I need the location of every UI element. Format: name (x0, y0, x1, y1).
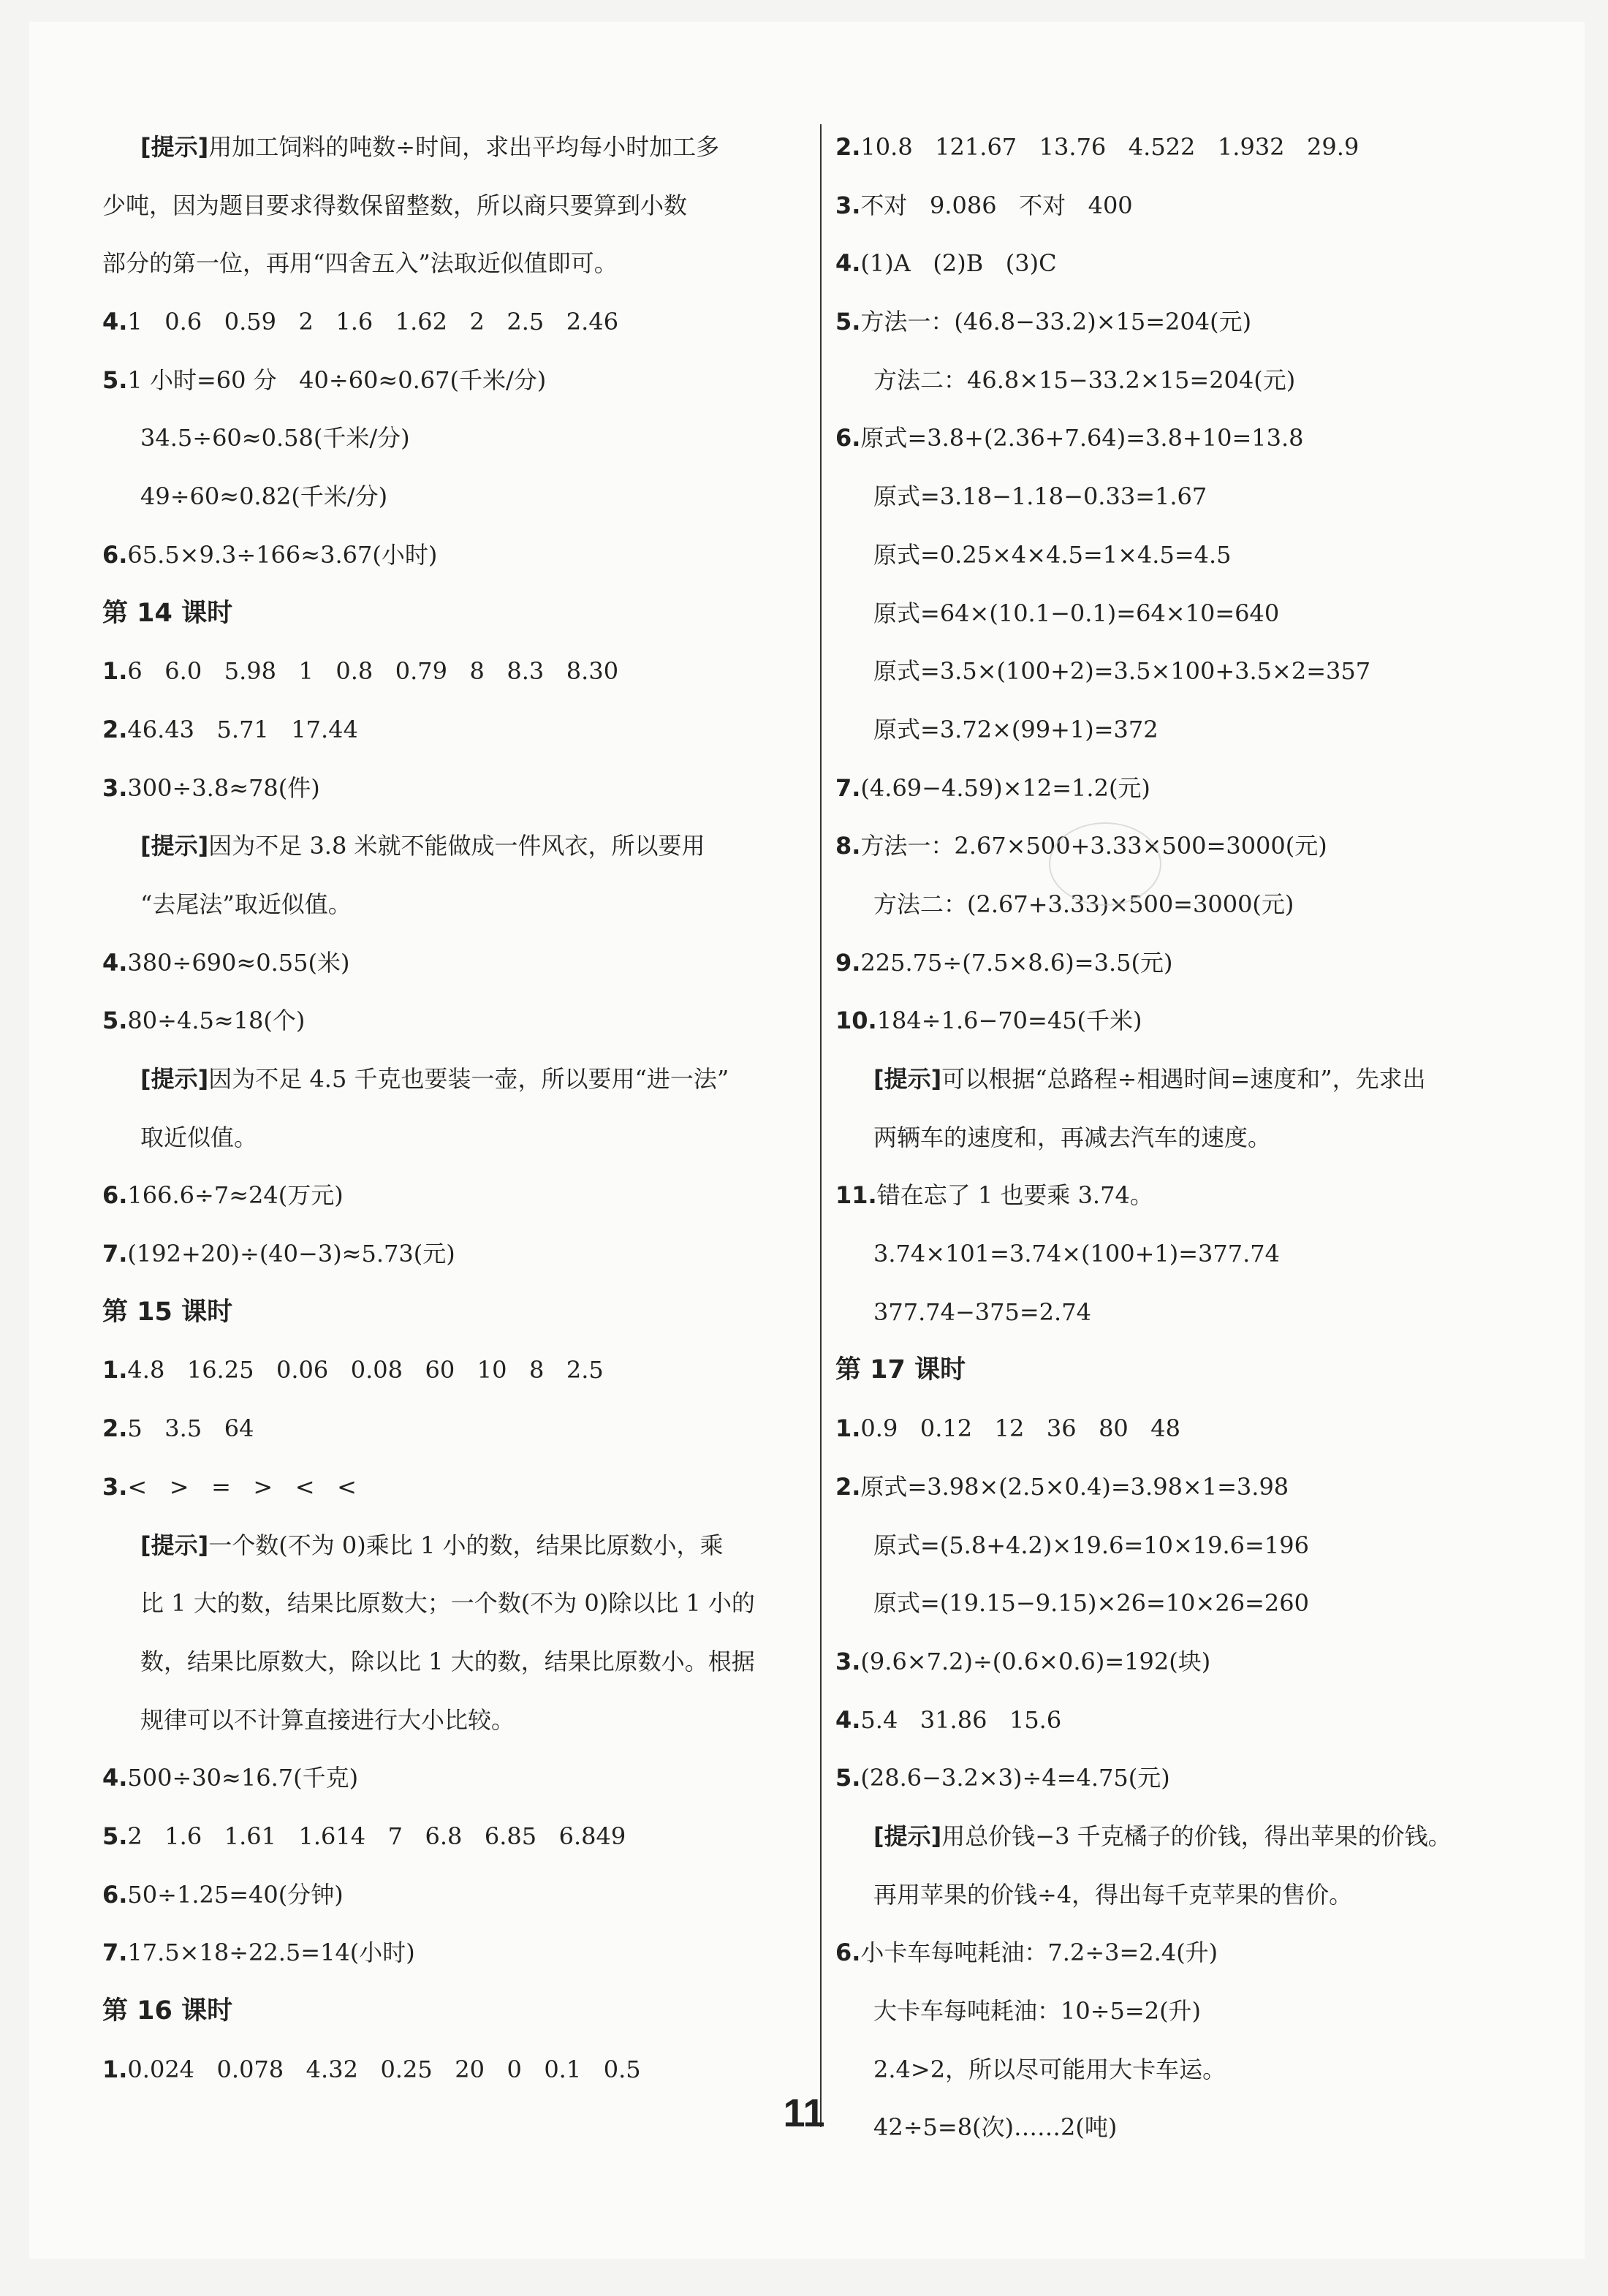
answer-text: 两辆车的速度和，再减去汽车的速度。 (873, 1123, 1272, 1151)
answer-item (102, 352, 804, 410)
item-number: 2. (102, 1414, 128, 1443)
answer-line (102, 1691, 804, 1750)
answer-item (102, 1400, 804, 1458)
answer-text: 原式=3.18−1.18−0.33=1.67 (873, 482, 1207, 511)
answer-text: 300÷3.8≈78(件) (127, 773, 320, 802)
right-column (835, 118, 1574, 2157)
answer-text: 原式=3.8+(2.36+7.64)=3.8+10=13.8 (860, 424, 1304, 452)
answer-line (102, 409, 804, 468)
answer-item (102, 1167, 804, 1225)
answer-text: 原式=3.98×(2.5×0.4)=3.98×1=3.98 (860, 1472, 1289, 1501)
answer-text: 规律可以不计算直接进行大小比较。 (140, 1705, 515, 1734)
answer-text: (4.69−4.59)×12=1.2(元) (860, 773, 1150, 802)
answer-item (102, 643, 804, 701)
answer-item (102, 2041, 804, 2099)
answer-item (102, 934, 804, 993)
answer-item (835, 817, 1574, 876)
answer-item (835, 934, 1574, 993)
item-number: 4. (102, 1764, 128, 1792)
answer-item (835, 759, 1574, 818)
answer-line (102, 468, 804, 526)
answer-text: 方法二：46.8×15−33.2×15=204(元) (873, 365, 1296, 394)
answer-text: 225.75÷(7.5×8.6)=3.5(元) (860, 948, 1173, 977)
answer-line (835, 2041, 1574, 2099)
answer-item (102, 701, 804, 759)
item-number: 4. (102, 948, 128, 977)
item-number: 2. (835, 133, 861, 161)
answer-line (835, 352, 1574, 410)
item-number: 3. (102, 773, 128, 802)
answer-item (835, 1167, 1574, 1225)
answer-line (835, 1982, 1574, 2041)
answer-text: 因为不足 4.5 千克也要装一壶，所以要用“进一法” (208, 1065, 729, 1093)
item-number: 1. (102, 1356, 128, 1384)
answer-item (102, 1924, 804, 1982)
answer-text: 少吨，因为题目要求得数保留整数，所以商只要算到小数 (102, 191, 688, 219)
answer-item (102, 293, 804, 352)
answer-text: 方法一：2.67×500+3.33×500=3000(元) (860, 832, 1327, 860)
answer-text: 取近似值。 (140, 1123, 258, 1151)
answer-item (835, 1924, 1574, 1982)
left-column (102, 118, 804, 2099)
answer-text: 方法二：(2.67+3.33)×500=3000(元) (873, 890, 1294, 918)
answer-line (102, 1109, 804, 1167)
answer-line (835, 1808, 1574, 1866)
answer-text: 184÷1.6−70=45(千米) (876, 1007, 1142, 1035)
answer-text: 1 0.6 0.59 2 1.6 1.62 2 2.5 2.46 (127, 308, 619, 336)
answer-item (835, 1633, 1574, 1691)
item-number: 9. (835, 948, 861, 977)
answer-text: 0.9 0.12 12 36 80 48 (860, 1414, 1181, 1443)
answer-line (102, 1050, 804, 1109)
answer-text: 不对 9.086 不对 400 (860, 191, 1133, 219)
answer-text: 数，结果比原数大，除以比 1 大的数，结果比原数小。根据 (140, 1647, 755, 1675)
answer-text: 50÷1.25=40(分钟) (127, 1880, 344, 1909)
answer-text: 大卡车每吨耗油：10÷5=2(升) (873, 1997, 1202, 2025)
item-number: 4. (835, 249, 861, 278)
answer-item (102, 992, 804, 1050)
answer-item (835, 1458, 1574, 1517)
item-number: 6. (102, 1880, 128, 1909)
answer-text: 1 小时=60 分 40÷60≈0.67(千米/分) (127, 365, 547, 394)
item-number: 5. (102, 1822, 128, 1850)
answer-line (835, 1050, 1574, 1109)
answer-item (102, 1749, 804, 1808)
item-number: 1. (102, 657, 128, 686)
item-number: 3. (835, 1647, 861, 1675)
hint-label: [提示] (873, 1822, 942, 1850)
answer-text: 2.4>2，所以尽可能用大卡车运。 (873, 2055, 1226, 2083)
answer-line (102, 817, 804, 876)
answer-item (835, 177, 1574, 235)
answer-line (102, 876, 804, 934)
answer-line (102, 1633, 804, 1691)
item-number: 6. (835, 1939, 861, 1967)
answer-line (102, 1517, 804, 1575)
item-number: 2. (102, 715, 128, 743)
column-divider (820, 124, 822, 2127)
answer-text: 500÷30≈16.7(千克) (127, 1764, 359, 1792)
answer-text: (1)A (2)B (3)C (860, 249, 1057, 278)
section-heading: 第 14 课时 (102, 598, 233, 628)
answer-item (835, 409, 1574, 468)
answer-text: 0.024 0.078 4.32 0.25 20 0 0.1 0.5 (127, 2055, 641, 2083)
section-heading: 第 16 课时 (102, 1996, 233, 2026)
answer-item (102, 759, 804, 818)
item-number: 4. (102, 308, 128, 336)
answer-text: 原式=(19.15−9.15)×26=10×26=260 (873, 1589, 1309, 1618)
item-number: 5. (102, 1007, 128, 1035)
answer-text: 49÷60≈0.82(千米/分) (140, 482, 388, 511)
answer-text: 80÷4.5≈18(个) (127, 1007, 306, 1035)
answer-line (835, 1225, 1574, 1284)
answer-item (102, 1866, 804, 1925)
item-number: 4. (835, 1705, 861, 1734)
answer-text: 小卡车每吨耗油：7.2÷3=2.4(升) (860, 1939, 1218, 1967)
item-number: 1. (102, 2055, 128, 2083)
answer-line (835, 1109, 1574, 1167)
hint-label: [提示] (140, 1531, 209, 1559)
answer-text: < > = > < < (127, 1472, 357, 1501)
answer-text: 因为不足 3.8 米就不能做成一件风衣，所以要用 (208, 832, 705, 860)
answer-line (835, 701, 1574, 759)
answer-item (102, 1458, 804, 1517)
item-number: 8. (835, 832, 861, 860)
answer-item (102, 1808, 804, 1866)
answer-text: 4.8 16.25 0.06 0.08 60 10 8 2.5 (127, 1356, 604, 1384)
answer-text: 原式=0.25×4×4.5=1×4.5=4.5 (873, 540, 1232, 569)
answer-text: (9.6×7.2)÷(0.6×0.6)=192(块) (860, 1647, 1211, 1675)
answer-line (835, 1575, 1574, 1633)
answer-text: 5.4 31.86 15.6 (860, 1705, 1062, 1734)
answer-item (102, 526, 804, 585)
answer-item (835, 992, 1574, 1050)
answer-line (835, 1284, 1574, 1342)
answer-item (835, 235, 1574, 293)
answer-text: 比 1 大的数，结果比原数大；一个数(不为 0)除以比 1 小的 (140, 1589, 755, 1618)
item-number: 2. (835, 1472, 861, 1501)
answer-line (835, 526, 1574, 585)
answer-text: 34.5÷60≈0.58(千米/分) (140, 424, 410, 452)
answer-line (835, 468, 1574, 526)
item-number: 7. (102, 1939, 128, 1967)
item-number: 5. (835, 1764, 861, 1792)
answer-page (29, 22, 1585, 2259)
answer-line (835, 585, 1574, 643)
answer-text: “去尾法”取近似值。 (140, 890, 352, 918)
item-number: 7. (835, 773, 861, 802)
answer-text: 方法一：(46.8−33.2)×15=204(元) (860, 308, 1252, 336)
answer-item (102, 1225, 804, 1284)
answer-text: 377.74−375=2.74 (873, 1297, 1091, 1326)
answer-line (102, 177, 804, 235)
answer-item (835, 293, 1574, 352)
item-number: 3. (835, 191, 861, 219)
answer-text: 用总价钱−3 千克橘子的价钱，得出苹果的价钱。 (941, 1822, 1452, 1850)
item-number: 5. (102, 365, 128, 394)
hint-label: [提示] (140, 133, 209, 161)
watermark-stamp (1049, 822, 1161, 906)
answer-text: 原式=3.72×(99+1)=372 (873, 715, 1158, 743)
answer-text: 原式=64×(10.1−0.1)=64×10=640 (873, 599, 1280, 627)
answer-item (835, 1749, 1574, 1808)
answer-item (835, 1400, 1574, 1458)
page-number: 11 (783, 2091, 825, 2135)
answer-text: 可以根据“总路程÷相遇时间=速度和”，先求出 (941, 1065, 1426, 1093)
item-number: 6. (102, 1181, 128, 1210)
answer-text: 5 3.5 64 (127, 1414, 254, 1443)
answer-line (102, 118, 804, 177)
answer-text: 380÷690≈0.55(米) (127, 948, 350, 977)
answer-line (102, 1575, 804, 1633)
answer-item (835, 118, 1574, 177)
answer-item (835, 1691, 1574, 1750)
answer-text: 原式=3.5×(100+2)=3.5×100+3.5×2=357 (873, 657, 1371, 686)
answer-text: 部分的第一位，再用“四舍五入”法取近似值即可。 (102, 249, 618, 278)
item-number: 7. (102, 1240, 128, 1268)
answer-line (102, 235, 804, 293)
answer-text: 3.74×101=3.74×(100+1)=377.74 (873, 1240, 1281, 1268)
answer-line (835, 2099, 1574, 2157)
item-number: 10. (835, 1007, 877, 1035)
hint-label: [提示] (873, 1065, 942, 1093)
item-number: 6. (835, 424, 861, 452)
item-number: 1. (835, 1414, 861, 1443)
item-number: 6. (102, 540, 128, 569)
section-heading: 第 17 课时 (835, 1355, 966, 1385)
answer-text: 46.43 5.71 17.44 (127, 715, 358, 743)
answer-text: 错在忘了 1 也要乘 3.74。 (876, 1181, 1153, 1210)
answer-text: 65.5×9.3÷166≈3.67(小时) (127, 540, 438, 569)
section-heading: 第 15 课时 (102, 1297, 233, 1327)
item-number: 5. (835, 308, 861, 336)
answer-text: 42÷5=8(次)……2(吨) (873, 2113, 1118, 2142)
answer-text: 再用苹果的价钱÷4，得出每千克苹果的售价。 (873, 1880, 1353, 1909)
hint-label: [提示] (140, 1065, 209, 1093)
answer-item (102, 1341, 804, 1400)
answer-text: (28.6−3.2×3)÷4=4.75(元) (860, 1764, 1170, 1792)
answer-text: 用加工饲料的吨数÷时间，求出平均每小时加工多 (208, 133, 720, 161)
item-number: 3. (102, 1472, 128, 1501)
answer-text: 166.6÷7≈24(万元) (127, 1181, 344, 1210)
answer-line (835, 1517, 1574, 1575)
answer-text: 17.5×18÷22.5=14(小时) (127, 1939, 415, 1967)
answer-text: 6 6.0 5.98 1 0.8 0.79 8 8.3 8.30 (127, 657, 619, 686)
item-number: 11. (835, 1181, 877, 1210)
answer-text: 原式=(5.8+4.2)×19.6=10×19.6=196 (873, 1531, 1309, 1559)
answer-line (835, 643, 1574, 701)
answer-text: 10.8 121.67 13.76 4.522 1.932 29.9 (860, 133, 1359, 161)
answer-line (835, 1866, 1574, 1925)
answer-text: 2 1.6 1.61 1.614 7 6.8 6.85 6.849 (127, 1822, 626, 1850)
answer-text: 一个数(不为 0)乘比 1 小的数，结果比原数小，乘 (208, 1531, 724, 1559)
answer-line (835, 876, 1574, 934)
hint-label: [提示] (140, 832, 209, 860)
answer-text: (192+20)÷(40−3)≈5.73(元) (127, 1240, 455, 1268)
